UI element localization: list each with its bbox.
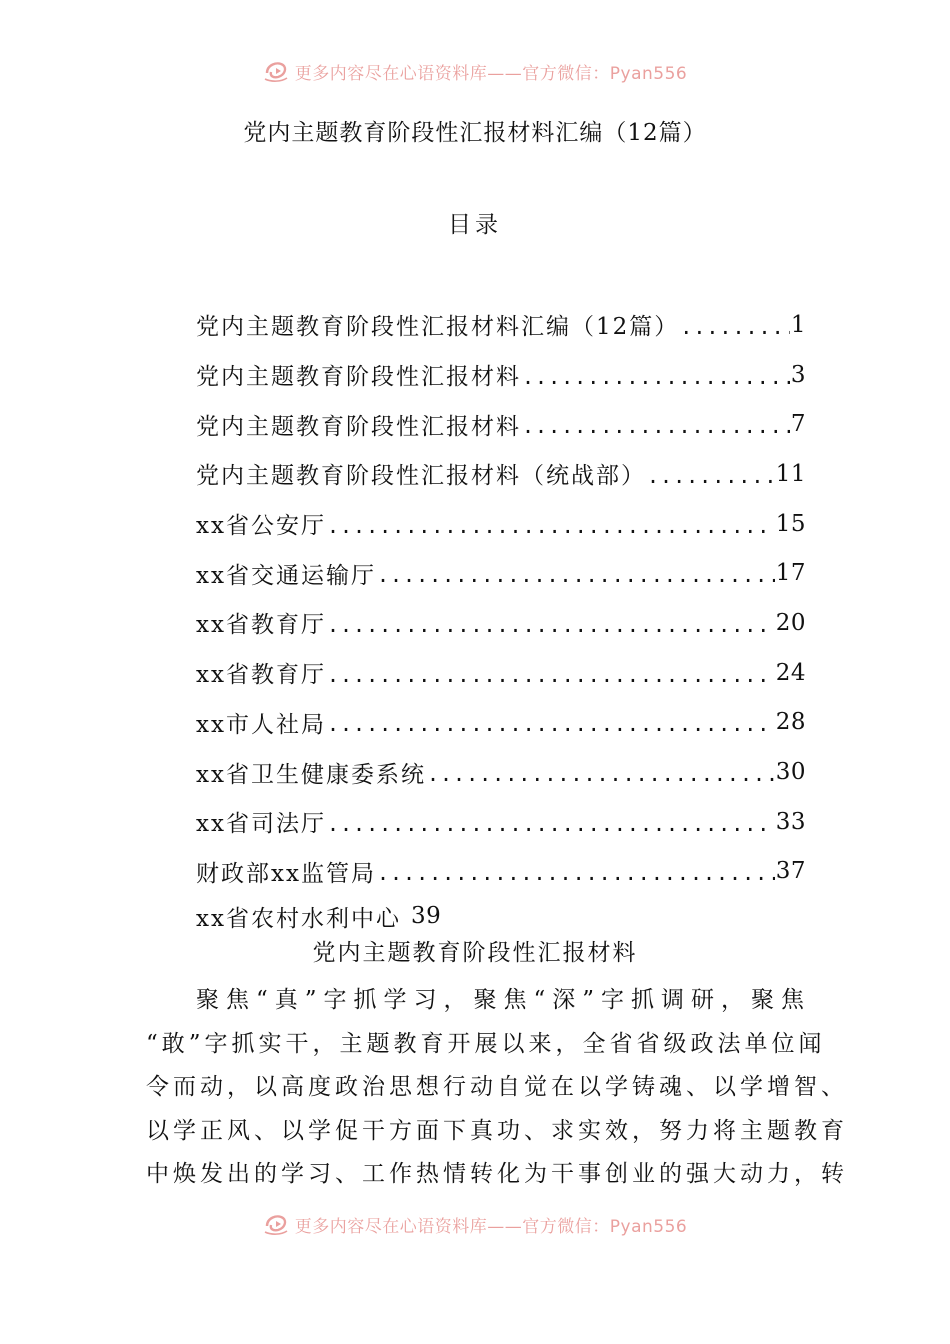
toc-entry[interactable] (196, 648, 806, 698)
toc-entry-page: 7 (790, 411, 806, 438)
footer-watermark (0, 1209, 950, 1239)
toc-entry[interactable] (196, 797, 806, 847)
toc-leader-dots (522, 414, 790, 438)
toc-entry[interactable] (196, 300, 806, 350)
toc-leader-dots (680, 315, 790, 339)
toc-leader-dots (522, 365, 790, 389)
body-line: 聚焦“真”字抓学习，聚焦“深”字抓调研，聚焦 (196, 987, 808, 1013)
toc-entry[interactable] (196, 598, 806, 648)
toc-leader-dots (327, 514, 775, 538)
toc-leader-dots (377, 861, 775, 885)
toc-entry-page: 11 (775, 460, 806, 487)
toc-entry-page: 3 (790, 361, 806, 388)
toc-entry-page: 15 (775, 510, 806, 537)
toc-entry-page: 37 (775, 858, 806, 885)
toc-entry-page: 1 (790, 311, 806, 338)
header-watermark (0, 56, 950, 86)
toc-leader-dots (327, 712, 775, 736)
toc-entry[interactable] (196, 747, 806, 797)
toc-leader-dots (327, 613, 775, 637)
toc-heading: 目录 (448, 212, 502, 238)
toc-entry-label: 党内主题教育阶段性汇报材料汇编（12篇） (196, 314, 680, 341)
toc-leader-dots (327, 812, 775, 836)
body-line: 令而动，以高度政治思想行动自觉在以学铸魂、以学增智、 (146, 1074, 848, 1100)
toc-leader-dots (377, 563, 775, 587)
brand-logo-icon (263, 1212, 289, 1236)
toc-entry-label: xx省农村水利中心 (196, 905, 401, 932)
toc-entry-label: 党内主题教育阶段性汇报材料（统战部） (196, 463, 646, 490)
body-paragraph (146, 979, 848, 1197)
toc-leader-dots (327, 663, 775, 687)
table-of-contents (196, 300, 806, 936)
toc-entry[interactable] (196, 350, 806, 400)
toc-entry-page: 33 (775, 808, 806, 835)
watermark-text: 更多内容尽在心语资料库——官方微信：Pyan556 (294, 63, 688, 84)
toc-entry-page: 28 (775, 709, 806, 736)
toc-entry[interactable] (196, 399, 806, 449)
toc-entry[interactable] (196, 896, 806, 936)
toc-entry-label: xx省交通运输厅 (196, 562, 376, 589)
body-line: 以学正风、以学促干方面下真功、求实效，努力将主题教育 (146, 1117, 848, 1144)
document-title: 党内主题教育阶段性汇报材料汇编（12篇） (243, 120, 707, 146)
toc-entry-label: xx省教育厅 (196, 612, 326, 639)
toc-entry-label: xx省教育厅 (196, 662, 326, 689)
body-line: 中焕发出的学习、工作热情转化为干事创业的强大动力，转 (146, 1161, 848, 1187)
toc-entry-page: 24 (775, 659, 806, 686)
toc-entry[interactable] (196, 847, 806, 897)
toc-entry-page: 17 (775, 560, 806, 587)
toc-entry-label: 党内主题教育阶段性汇报材料 (196, 364, 521, 391)
brand-logo-icon (263, 59, 289, 83)
toc-entry-label: xx省卫生健康委系统 (196, 761, 426, 788)
toc-entry-label: xx省公安厅 (196, 513, 326, 540)
toc-entry-page: 39 (410, 903, 442, 930)
toc-entry[interactable] (196, 449, 806, 499)
toc-entry-label: xx市人社局 (196, 711, 326, 738)
toc-entry-label: 党内主题教育阶段性汇报材料 (196, 413, 521, 440)
body-line: “敢”字抓实干，主题教育开展以来，全省省级政法单位闻 (146, 1030, 826, 1057)
toc-entry[interactable] (196, 548, 806, 598)
toc-entry-label: xx省司法厅 (196, 811, 326, 838)
watermark-text: 更多内容尽在心语资料库——官方微信：Pyan556 (294, 1216, 688, 1237)
toc-leader-dots (427, 762, 775, 786)
toc-entry-label: 财政部xx监管局 (196, 860, 376, 887)
toc-entry[interactable] (196, 499, 806, 549)
toc-entry[interactable] (196, 698, 806, 748)
toc-entry-page: 30 (775, 759, 806, 786)
section-title: 党内主题教育阶段性汇报材料 (312, 940, 638, 966)
toc-leader-dots (647, 464, 775, 488)
toc-entry-page: 20 (775, 609, 806, 636)
